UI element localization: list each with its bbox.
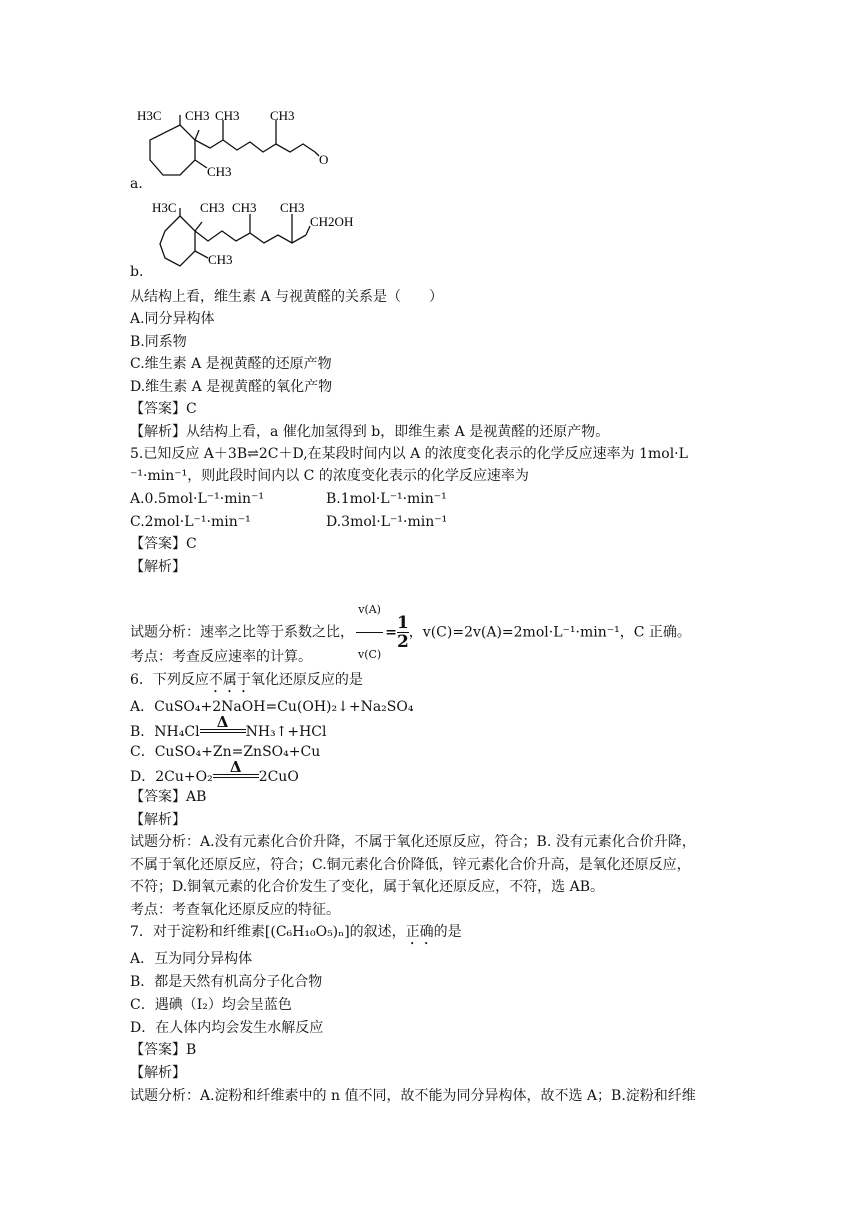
q6-stem	[130, 670, 363, 696]
q6-stem-emphasis: 不属于	[208, 672, 251, 688]
q6-option-d-reactant: D．2Cu+O₂	[130, 769, 213, 785]
q7-option-b: B．都是天然有机高分子化合物	[130, 974, 323, 990]
q4-option-d: D.维生素 A 是视黄醛的氧化产物	[130, 379, 333, 395]
q5-fraction-denominator: v(C)	[358, 648, 382, 661]
a-ch3-label-1: CH3	[185, 108, 210, 123]
q7-analysis-line1: 试题分析：A.淀粉和纤维素中的 n 值不同，故不能为同分异构体，故不选 A；B.淀粉和纤维	[130, 1088, 696, 1104]
q5-half-fraction	[397, 614, 409, 651]
q5-option-a: A.0.5mol·L⁻¹·min⁻¹	[130, 491, 264, 507]
q7-stem-post: 的是	[433, 924, 462, 940]
q6-point: 考点：考查氧化还原反应的特征。	[130, 902, 340, 918]
q5-analysis-pre: 试题分析：速率之比等于系数之比，	[130, 624, 354, 641]
b-h3c-label: H3C	[152, 200, 177, 215]
q5-fraction-numerator: v(A)	[356, 588, 383, 633]
q4-analysis: 【解析】从结构上看，a 催化加氢得到 b，即维生素 A 是视黄醛的还原产物。	[130, 424, 610, 440]
q5-answer: 【答案】C	[130, 536, 197, 552]
a-ch3-label-3: CH3	[270, 108, 295, 123]
q7-stem-pre: 7．对于淀粉和纤维素[(C₆H₁₀O₅)ₙ]的叙述，	[130, 924, 406, 940]
q4-option-b: B.同系物	[130, 334, 187, 350]
structure-a-label: a.	[130, 176, 143, 192]
q7-option-d: D．在人体内均会发生水解反应	[130, 1020, 324, 1036]
q6-option-b-product: NH₃↑+HCl	[245, 724, 327, 740]
q7-option-c: C．遇碘（I₂）均会呈蓝色	[130, 997, 292, 1013]
q6-stem-pre: 6．下列反应	[130, 672, 209, 688]
q5-point: 考点：考查反应速率的计算。	[130, 649, 312, 665]
b-ch3-label-3: CH3	[280, 200, 305, 215]
q4-option-c: C.维生素 A 是视黄醛的还原产物	[130, 356, 332, 372]
delta-symbol: Δ	[229, 758, 242, 776]
q5-equals: =	[385, 624, 397, 641]
q6-analysis-head: 【解析】	[130, 812, 186, 828]
q6-option-b	[130, 713, 327, 742]
q5-half-numerator: 1	[396, 613, 409, 633]
q5-option-d: D.3mol·L⁻¹·min⁻¹	[326, 514, 448, 530]
q7-stem	[130, 922, 462, 948]
q5-stem-line1: 5.已知反应 A＋3B⇌2C＋D,在某段时间内以 A 的浓度变化表示的化学反应速率为 1mol·L	[130, 446, 688, 462]
q7-analysis-head: 【解析】	[130, 1065, 186, 1081]
structure-b-label: b.	[130, 264, 144, 280]
q4-stem: 从结构上看，维生素 A 与视黄醛的关系是（ ）	[130, 289, 444, 305]
q7-stem-emphasis: 正确	[405, 924, 434, 940]
q7-option-a: A．互为同分异构体	[130, 951, 253, 967]
vitamin-a-structure-b	[150, 196, 370, 276]
retinal-structure-a	[135, 100, 355, 190]
a-h3c-label: H3C	[137, 108, 162, 123]
q6-analysis-line1: 试题分析：A.没有元素化合价升降，不属于氧化还原反应，符合；B. 没有元素化合价升降，	[130, 834, 696, 850]
q6-analysis-line3: 不符；D.铜氧元素的化合价发生了变化，属于氧化还原反应，不符，选 AB。	[130, 879, 605, 895]
q5-analysis-head: 【解析】	[130, 559, 186, 575]
b-ch2oh-label: CH2OH	[310, 214, 354, 229]
q6-option-a: A．CuSO₄+2NaOH=Cu(OH)₂↓+Na₂SO₄	[130, 699, 414, 715]
q5-rate-fraction	[356, 588, 383, 677]
q5-option-b: B.1mol·L⁻¹·min⁻¹	[326, 491, 447, 507]
a-ch3-label-2: CH3	[215, 108, 240, 123]
q5-analysis-post: ，v(C)=2v(A)=2mol·L⁻¹·min⁻¹，C 正确。	[408, 624, 691, 641]
heat-arrow-icon	[200, 713, 246, 736]
delta-symbol: Δ	[216, 713, 229, 731]
heat-arrow-icon	[213, 758, 259, 781]
q6-analysis-line2: 不属于氧化还原反应，符合；C.铜元素化合价降低，锌元素化合价升高，是氧化还原反应，	[130, 857, 691, 873]
q6-option-d	[130, 758, 299, 787]
q7-answer: 【答案】B	[130, 1042, 197, 1058]
q6-option-c: C．CuSO₄+Zn=ZnSO₄+Cu	[130, 744, 321, 760]
q5-half-denominator: 2	[396, 632, 409, 652]
b-ch3-label-2: CH3	[232, 200, 257, 215]
q6-option-b-reactant: B．NH₄Cl	[130, 724, 200, 740]
q5-option-c: C.2mol·L⁻¹·min⁻¹	[130, 514, 251, 530]
q4-answer: 【答案】C	[130, 401, 197, 417]
q6-answer: 【答案】AB	[130, 789, 207, 805]
a-ch3-label-4: CH3	[207, 164, 232, 179]
b-ch3-label-1: CH3	[200, 200, 225, 215]
q5-stem-line2: ⁻¹·min⁻¹，则此段时间内以 C 的浓度变化表示的化学反应速率为	[130, 468, 529, 484]
q6-option-d-product: 2CuO	[258, 769, 299, 785]
q4-option-a: A.同分异构体	[130, 311, 215, 327]
b-ch3-label-4: CH3	[208, 252, 233, 267]
q6-stem-post: 氧化还原反应的是	[250, 672, 363, 688]
a-oxygen-label: O	[319, 152, 329, 167]
